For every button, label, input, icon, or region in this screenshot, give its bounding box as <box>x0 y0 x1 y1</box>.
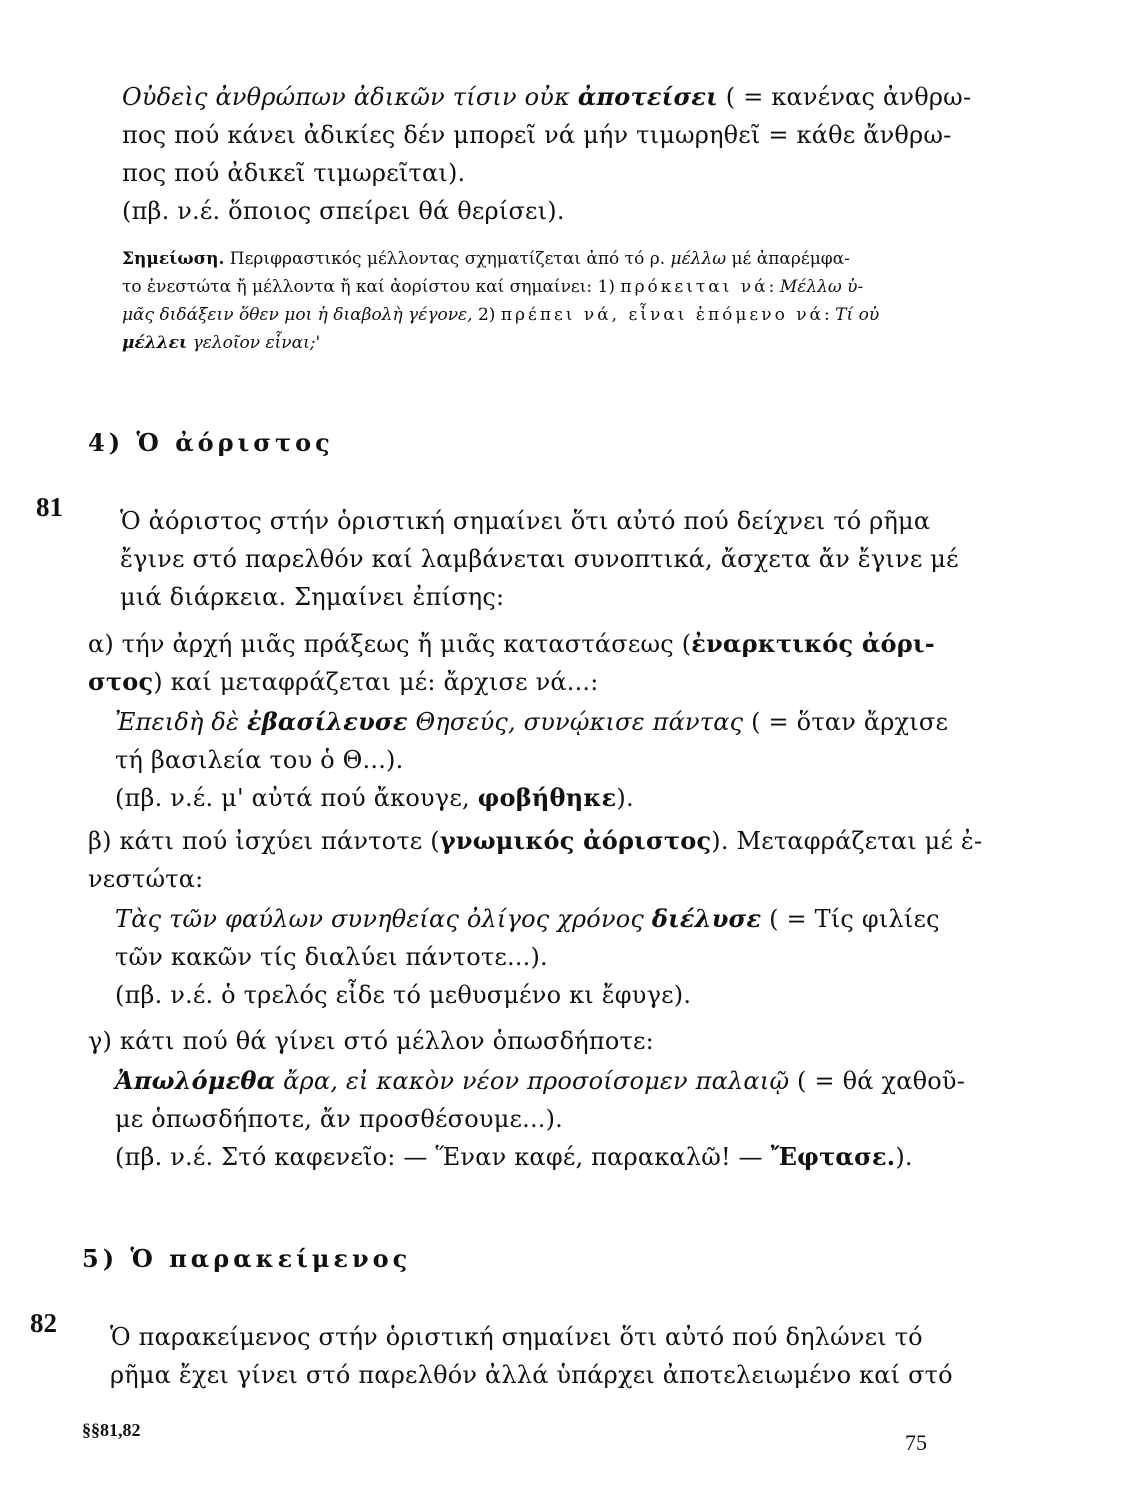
alpha-example <box>115 703 948 817</box>
top-translation: ( = κανένας ἀνθρω- <box>717 83 972 111</box>
beta-example-line-1: Τὰς τῶν φαύλων συνηθείας ὀλίγος χρόνος διέλυσε ( = Τίς φιλίες <box>115 904 940 933</box>
beta-example <box>115 900 940 1014</box>
alpha-example-line-3: (πβ. ν.έ. μ' αὐτά πού ἄκουγε, φοβήθηκε). <box>115 783 634 812</box>
note-line-4: μέλλει γελοῖον εἶναι;' <box>122 333 321 353</box>
beta-line-1: β) κάτι πού ἰσχύει πάντοτε (γνωμικός ἀόριστος). Μεταφράζεται μέ ἐ- <box>88 826 983 855</box>
item-beta <box>88 822 982 898</box>
section-4-heading: 4) Ὁ ἀόριστος <box>88 428 334 457</box>
beta-line-2: νεστώτα: <box>88 865 204 893</box>
note-block <box>122 245 879 357</box>
paragraph-number-82: 82 <box>30 1308 57 1338</box>
gamma-example-line-1: Ἀπωλόμεθα ἄρα, εἰ κακὸν νέον προσοίσομεν παλαιῷ ( = θά χαθοῦ- <box>115 1066 966 1095</box>
beta-example-line-2: τῶν κακῶν τίς διαλύει πάντοτε...). <box>115 943 548 971</box>
top-line-2: πος πού κάνει ἀδικίες δέν μπορεῖ νά μήν τιμωρηθεῖ = κάθε ἄνθρω- <box>122 121 952 149</box>
paragraph-number-81: 81 <box>36 492 63 522</box>
item-gamma <box>88 1022 654 1060</box>
gamma-line-1: γ) κάτι πού θά γίνει στό μέλλον ὁπωσδήποτε: <box>88 1027 654 1055</box>
footer-sections: §§81,82 <box>82 1420 141 1440</box>
note-line-2: το ἐνεστώτα ἤ μέλλοντα ἤ καί ἀορίστου καί σημαίνει: 1) πρόκειται νά: Μέλλω ὑ- <box>122 277 864 297</box>
note-line-3: μᾶς διδάξειν ὅθεν μοι ἡ διαβολὴ γέγονε, 2) πρέπει νά, εἶναι ἑπόμενο νά: Τί οὐ <box>122 305 880 325</box>
page-number: 75 <box>905 1430 927 1455</box>
gamma-example-line-2: με ὁπωσδήποτε, ἄν προσθέσουμε...). <box>115 1105 564 1133</box>
paragraph-81 <box>120 502 959 616</box>
note-label: Σημείωση. <box>122 249 225 269</box>
p81-line-1: Ὁ ἀόριστος στήν ὁριστική σημαίνει ὅτι αὐτό πού δείχνει τό ρῆμα <box>120 507 931 535</box>
alpha-line-1: α) τήν ἀρχή μιᾶς πράξεως ἤ μιᾶς καταστάσεως (ἐναρκτικός ἀόρι- <box>88 629 935 658</box>
paragraph-82 <box>110 1318 953 1394</box>
top-quote-verb: ἀποτείσει <box>577 82 718 111</box>
section-5-heading: 5) Ὁ παρακείμενος <box>82 1244 412 1273</box>
top-line-3: πος πού ἀδικεῖ τιμωρεῖται). <box>122 159 466 187</box>
alpha-example-line-2: τή βασιλεία του ὁ Θ...). <box>115 746 404 774</box>
top-line-1 <box>122 78 971 116</box>
beta-example-line-3: (πβ. ν.έ. ὁ τρελός εἶδε τό μεθυσμένο κι ἔφυγε). <box>115 981 692 1009</box>
p81-line-2: ἔγινε στό παρελθόν καί λαμβάνεται συνοπτικά, ἄσχετα ἄν ἔγινε μέ <box>120 545 959 573</box>
item-alpha <box>88 625 935 701</box>
p81-line-3: μιά διάρκεια. Σημαίνει ἐπίσης: <box>120 583 505 611</box>
alpha-example-line-1: Ἐπειδὴ δὲ ἐβασίλευσε Θησεύς, συνῴκισε πάντας ( = ὅταν ἄρχισε <box>115 707 949 736</box>
gamma-example-line-3: (πβ. ν.έ. Στό καφενεῖο: — Ἕναν καφέ, παρακαλῶ! — Ἔφτασε.). <box>115 1142 913 1171</box>
p82-line-2: ρῆμα ἔχει γίνει στό παρελθόν ἀλλά ὑπάρχει ἀποτελειωμένο καί στό <box>110 1361 953 1389</box>
gamma-example <box>115 1062 965 1176</box>
top-line-4: (πβ. ν.έ. ὅποιος σπείρει θά θερίσει). <box>122 197 565 225</box>
p82-line-1: Ὁ παρακείμενος στήν ὁριστική σημαίνει ὅτι αὐτό πού δηλώνει τό <box>110 1323 923 1351</box>
note-line-1: Σημείωση. Περιφραστικός μέλλοντας σχηματίζεται ἀπό τό ρ. μέλλω μέ ἀπαρέμφα- <box>122 249 850 269</box>
top-quote: Οὐδεὶς ἀνθρώπων ἀδικῶν τίσιν οὐκ <box>122 83 578 111</box>
top-paragraph <box>122 78 971 230</box>
alpha-line-2: στος) καί μεταφράζεται μέ: ἄρχισε νά...: <box>88 667 599 696</box>
